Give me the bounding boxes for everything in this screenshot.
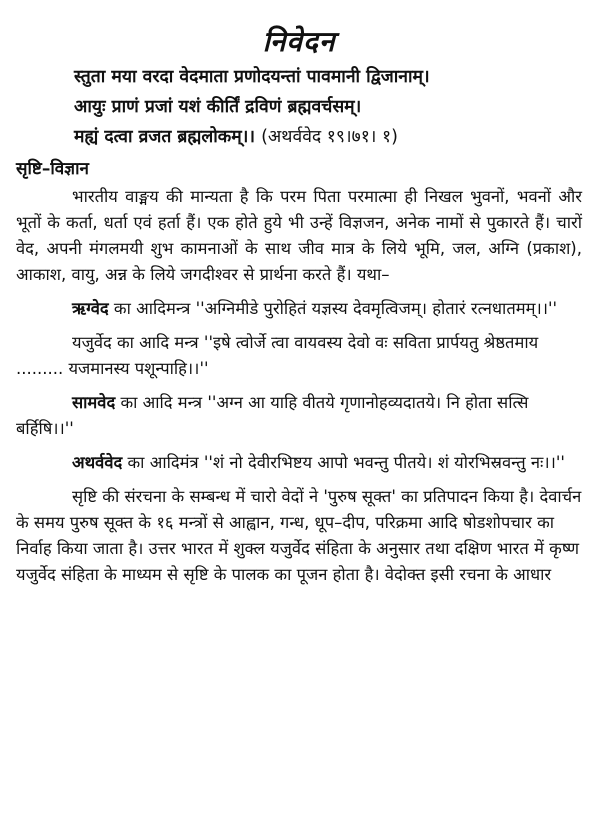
verse-line-3 xyxy=(74,122,582,152)
verse-line-1: स्तुता मया वरदा वेदमाता प्रणोदयन्तां पावमानी द्विजानाम्। xyxy=(74,67,430,87)
veda-name: ऋग्वेद xyxy=(72,299,109,318)
veda-name: यजुर्वेद xyxy=(72,333,112,352)
mantra-text: का आदिमन्त्र ''अग्निमीडे पुरोहितं यज्ञस्य देवमृत्विजम्। होतारं रत्नधातमम्।।'' xyxy=(108,299,558,318)
mantra-atharvaveda xyxy=(16,450,582,476)
paragraph-purusha-sukta: सृष्टि की संरचना के सम्बन्ध में चारो वेदों ने 'पुरुष सूक्त' का प्रतिपादन किया है। देवार्चन के समय पुरुष सूक्त के १६ मन्त्रों से आह्वान, गन्ध, धूप–दीप, परिक्रमा आदि षोडशोपचार का निर्वाह किया जाता है। उत्तर भारत में शुक्ल यजुर्वेद संहिता के अनुसार तथा दक्षिण भारत में कृष्ण यजुर्वेद संहिता के माध्यम से सृष्टि के पालक का पूजन होता है। वेदोक्त इसी रचना के आधार xyxy=(16,487,582,584)
veda-name: अथर्ववेद xyxy=(72,453,123,472)
verse-line-2: आयुः प्राणं प्रजां यशं कीर्तिं द्रविणं ब्रह्मवर्चसम्। xyxy=(74,97,362,117)
veda-name: सामवेद xyxy=(72,393,116,412)
opening-verse xyxy=(16,62,582,152)
mantra-text: का आदि मन्त्र ''इषे त्वोर्जे त्वा वायवस्य देवो वः सविता प्रार्पयतु श्रेष्ठतमाय ......... यजमानस्य पशून्पाहि।।'' xyxy=(16,333,539,378)
mantra-yajurveda xyxy=(16,330,582,382)
paragraph-intro: भारतीय वाङ्मय की मान्यता है कि परम पिता परमात्मा ही निखल भुवनों, भवनों और भूतों के कर्ता, धर्ता एवं हर्ता हैं। एक होते हुये भी उन्हें विज्ञजन, अनेक नामों से पुकारते हैं। चारों वेद, अपनी मंगलमयी शुभ कामनाओं के साथ जीव मात्र के लिये भूमि, जल, अग्नि (प्रकाश), आकाश, वायु, अन्न के लिये जगदीश्वर से प्रार्थना करते हैं। यथा– xyxy=(16,187,582,284)
mantra-samaveda xyxy=(16,390,582,442)
page-title: निवेदन xyxy=(262,25,336,58)
mantra-rigveda xyxy=(16,296,582,322)
section-heading: सृष्टि–विज्ञान xyxy=(16,159,89,179)
verse-reference: (अथर्ववेद १९।७१। १) xyxy=(261,127,398,147)
verse-line-3-text: मह्यं दत्वा व्रजत ब्रह्मलोकम्।। xyxy=(74,127,255,147)
mantra-text: का आदिमंत्र ''शं नो देवीरभिष्टय आपो भवन्तु पीतये। शं योरभिस्रवन्तु नः।।'' xyxy=(122,453,565,472)
mantra-text: का आदि मन्त्र ''अग्न आ याहि वीतये गृणानोहव्यदातये। नि होता सत्सि बर्हिषि।।'' xyxy=(16,393,529,438)
